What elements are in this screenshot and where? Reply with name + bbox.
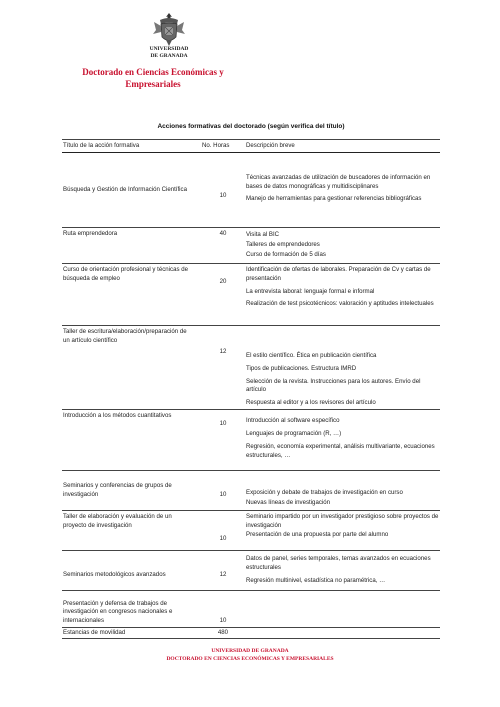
action-title: Estancias de movilidad (62, 628, 202, 639)
description-item: Talleres de emprendedores (246, 241, 320, 249)
action-description (244, 228, 440, 264)
action-title: Ruta emprendedora (62, 228, 202, 264)
description-item: Visita al BIC (246, 231, 280, 239)
action-title: Seminarios y conferencias de grupos de investigación (62, 471, 202, 511)
action-hours: 20 (202, 264, 244, 326)
description-item: El estilo científico. Ética en publicación científica (246, 352, 377, 360)
description-item: Tipos de publicaciones. Estructura IMRD (246, 364, 357, 372)
action-description (244, 264, 440, 326)
action-title: Curso de orientación profesional y técnicas de búsqueda de empleo (62, 264, 202, 326)
action-hours: 480 (202, 628, 244, 639)
table-title: Acciones formativas del doctorado (según verifica del título) (157, 123, 345, 130)
description-item: Regresión multinivel, estadística no paramétrica, … (246, 576, 386, 584)
description-item: Introducción al software específico (246, 417, 340, 425)
description-item: Presentación de una propuesta por parte del alumno (246, 530, 389, 538)
action-title: Taller de elaboración y evaluación de un proyecto de investigación (62, 511, 202, 551)
table-row (62, 471, 440, 511)
description-item: Datos de panel, series temporales, temas avanzados en ecuaciones estructurales (246, 555, 431, 572)
action-description (244, 551, 440, 591)
action-title: Taller de escritura/elaboración/preparación de un artículo científico (62, 326, 202, 410)
action-hours: 12 (202, 326, 244, 410)
action-hours: 10 (202, 153, 244, 228)
doctorate-title: Doctorado en Ciencias Económicas y Empresariales (82, 67, 224, 89)
university-name-line2: DE GRANADA (150, 52, 188, 59)
footer-doctorate: DOCTORADO EN CIENCIAS ECONÓMICAS Y EMPRESARIALES (166, 655, 334, 662)
table-row (62, 264, 440, 326)
action-description (244, 153, 440, 228)
column-header-title: Título de la acción formativa (62, 140, 202, 153)
action-title: Introducción a los métodos cuantitativos (62, 410, 202, 471)
action-hours: 10 (202, 591, 244, 628)
table-row (62, 153, 440, 228)
table-row (62, 410, 440, 471)
action-description (244, 326, 440, 410)
action-hours: 12 (202, 551, 244, 591)
description-item: Lenguajes de programación (R, …) (246, 430, 342, 438)
table-row (62, 228, 440, 264)
description-item: Seminario impartido por un investigador prestigioso sobre proyectos de investigación (246, 513, 439, 529)
description-item: Respuesta al editor y a los revisores del artículo (246, 399, 376, 407)
description-item: Selección de la revista. Instrucciones para los autores. Envío del artículo (246, 377, 421, 394)
action-description (244, 471, 440, 511)
action-hours: 10 (202, 410, 244, 471)
column-header-description: Descripción breve (244, 140, 440, 153)
table-row (62, 551, 440, 591)
training-actions-table (62, 139, 440, 639)
table-row (62, 326, 440, 410)
university-name (118, 46, 220, 59)
action-title: Búsqueda y Gestión de Información Científica (62, 153, 202, 228)
description-item: Identificación de ofertas de laborales. Preparación de Cv y cartas de presentación (246, 266, 431, 282)
table-header-row (62, 140, 440, 153)
description-item: Curso de formación de 5 días (246, 250, 326, 258)
action-description (244, 591, 440, 628)
page-footer (0, 648, 500, 663)
table-row (62, 591, 440, 628)
table-row (62, 628, 440, 639)
column-header-hours: No. Horas (202, 140, 244, 153)
description-item: Realización de test psicotécnicos: valoración y aptitudes intelectuales (246, 300, 434, 308)
action-hours: 40 (202, 228, 244, 264)
footer-university: UNIVERSIDAD DE GRANADA (211, 648, 289, 654)
description-item: La entrevista laboral: lenguaje formal e informal (246, 287, 375, 295)
action-hours: 10 (202, 511, 244, 551)
action-description (244, 511, 440, 551)
action-description (244, 628, 440, 639)
description-item: Manejo de herramientas para gestionar referencias bibliográficas (246, 195, 422, 203)
action-hours: 10 (202, 471, 244, 511)
description-item: Nuevas líneas de investigación (246, 499, 331, 507)
action-title: Seminarios metodológicos avanzados (62, 551, 202, 591)
description-item: Técnicas avanzadas de utilización de buscadores de información en bases de datos monográficas y multidisciplinares (246, 173, 431, 190)
action-title: Presentación y defensa de trabajos de investigación en congresos nacionales e internacionales (62, 591, 202, 628)
description-item: Regresión, economía experimental, análisis multivariante, ecuaciones estructurales, … (246, 443, 435, 459)
university-name-line1: UNIVERSIDAD (149, 46, 189, 52)
table-row (62, 511, 440, 551)
action-description (244, 410, 440, 471)
description-item: Exposición y debate de trabajos de investigación en curso (246, 489, 403, 497)
